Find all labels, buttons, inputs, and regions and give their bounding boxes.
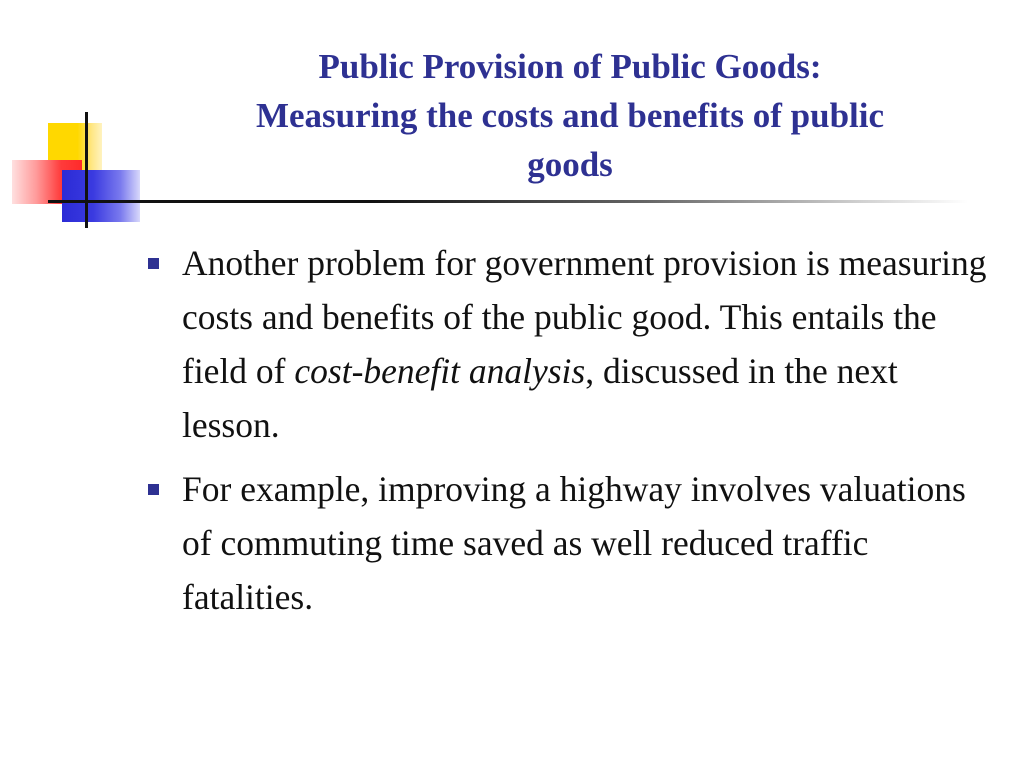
bullet-emphasis-text: cost-benefit analysis bbox=[294, 351, 586, 391]
slide-title bbox=[165, 42, 975, 189]
bullet-text: , discussed in the next lesson. bbox=[182, 351, 898, 445]
title-divider-rule bbox=[48, 200, 968, 203]
bullet-item bbox=[140, 462, 990, 624]
bullet-item bbox=[140, 236, 990, 452]
square-bullet-icon bbox=[148, 258, 159, 269]
slide-title-line: goods bbox=[527, 145, 613, 184]
vertical-line-shape bbox=[85, 112, 88, 228]
bullet-text: Another problem for government provision is measuring costs and benefits of the public good. This entails the field of bbox=[182, 243, 987, 391]
slide-body bbox=[140, 236, 990, 634]
blue-square-shape bbox=[62, 170, 140, 222]
decorative-logo-graphic bbox=[0, 0, 150, 240]
bullet-text: For example, improving a highway involves valuations of commuting time saved as well reduced traffic fatalities. bbox=[182, 469, 966, 617]
slide-title-line: Public Provision of Public Goods: bbox=[318, 47, 822, 86]
square-bullet-icon bbox=[148, 484, 159, 495]
slide-title-line: Measuring the costs and benefits of public bbox=[255, 96, 885, 135]
